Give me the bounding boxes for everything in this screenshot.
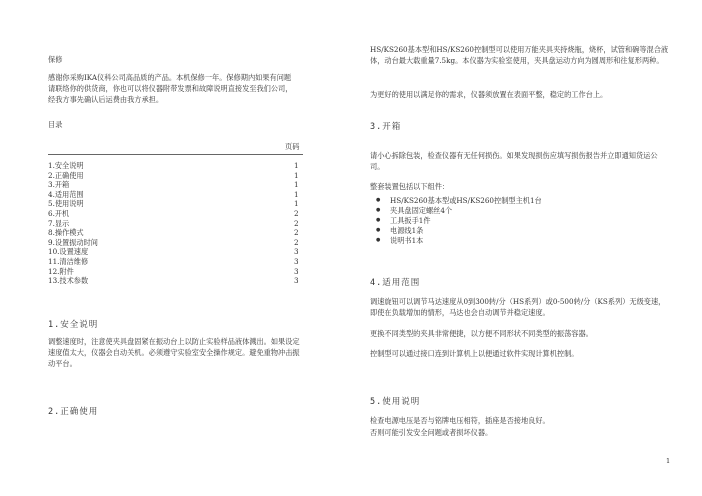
toc-page-number: 1 — [294, 199, 299, 209]
toc-page-number: 2 — [294, 218, 299, 228]
section-5-text-1: 检查电源电压是否与铭牌电压相符，插座是否接地良好。 — [370, 416, 550, 425]
intro-text-2: 为更好的使用以满足你的需求，仪器须放置在表面平整，稳定的工作台上。 — [370, 90, 608, 99]
toc-page-number: 1 — [294, 161, 299, 170]
section-3-text: 请小心拆除包装，检查仪器有无任何损伤。如果发现损伤应填写损伤报告并立即通知货运公司。 — [370, 151, 658, 171]
section-1-text: 调整速度时，注意使夹具盘固紧在振动台上以防止实验样品液体溅出。如果设定速度值太大，仪器会自动关机。必须遵守实验室安全操作规定。避免重物冲击振动平台。 — [48, 337, 300, 368]
warranty-heading: 保修 — [48, 55, 63, 64]
section-2-heading: 2.正确使用 — [48, 407, 99, 417]
toc-page-number: 2 — [294, 209, 299, 218]
toc-label: 13.技术参数 — [48, 276, 89, 286]
toc-label: 7.显示 — [48, 218, 70, 228]
list-item: ● HS/KS260基本型或HS/KS260控制型主机1台 — [376, 196, 542, 205]
toc-label: 8.操作模式 — [48, 228, 84, 238]
list-item: ● 说明书1本 — [376, 236, 423, 245]
toc-header-rule — [48, 154, 303, 155]
section-4-heading: 4.适用范围 — [370, 278, 421, 288]
list-item: ● 工具扳手1件 — [376, 216, 431, 225]
toc-label: 2.正确使用 — [48, 170, 84, 180]
toc-page-number: 3 — [294, 276, 299, 286]
list-item: ● 电源线1条 — [376, 226, 423, 235]
toc-label: 10.设置速度 — [48, 247, 89, 257]
section-4-text-3: 控制型可以通过接口连到计算机上以便通过软件实现计算机控制。 — [370, 349, 579, 358]
section-3-list-intro: 整套装置包括以下组件： — [370, 182, 450, 191]
toc-label: 3.开箱 — [48, 180, 70, 190]
warranty-text: 感谢你采购IKA仪科公司高品质的产品。本机保修一年。保修期内如果有问题请联络你的供货商，你也可以将仪器附带发票和故障说明直接发至我们公司，经我方事先确认后运费由我方承担。 — [48, 73, 293, 104]
intro-text: HS/KS260基本型和HS/KS260控制型可以使用万能夹具夹持烧瓶，烧杯，试管和碗等混合液体，动台最大载重量7.5kg。本仪器为实验室使用，夹具盘运动方向为圆周形和往复形两种。 — [370, 45, 669, 65]
toc-label: 4.适用范围 — [48, 189, 84, 199]
toc-label: 6.开机 — [48, 209, 70, 218]
toc-heading: 目录 — [48, 120, 63, 129]
toc-page-number: 2 — [294, 237, 299, 247]
toc-label: 9.设置振动时间 — [48, 237, 98, 247]
toc-page-header: 页码 — [285, 142, 300, 151]
toc-page-number: 3 — [294, 257, 299, 266]
page-number: 1 — [666, 457, 671, 465]
section-4-text-2: 更换不同类型的夹具非常便捷，以方便不同形状不同类型的振荡容器。 — [370, 329, 593, 338]
toc-label: 5.使用说明 — [48, 199, 84, 209]
toc-page-number: 1 — [294, 180, 299, 190]
list-item: ● 夹具盘固定螺丝4个 — [376, 206, 452, 215]
section-5-text-2: 否则可能引发安全问题或者损坏仪器。 — [370, 428, 493, 437]
section-5-heading: 5.使用说明 — [370, 397, 421, 407]
toc-label: 12.附件 — [48, 266, 74, 276]
toc-page-number: 3 — [294, 266, 299, 276]
section-1-heading: 1.安全说明 — [48, 320, 99, 330]
toc-page-number: 1 — [294, 170, 299, 180]
toc-page-number: 2 — [294, 228, 299, 238]
toc-label: 1.安全说明 — [48, 161, 84, 170]
toc-page-number: 1 — [294, 189, 299, 199]
section-3-heading: 3.开箱 — [370, 122, 402, 132]
toc-page-number: 3 — [294, 247, 299, 257]
section-4-text-1: 调速旋钮可以调节马达速度从0到300转/分（HS系列）或0-500转/分（KS系列）无级变速，即使在负载增加的情形，马达也会自动调节并稳定速度。 — [370, 297, 666, 317]
toc-label: 11.清洁维修 — [48, 257, 89, 266]
